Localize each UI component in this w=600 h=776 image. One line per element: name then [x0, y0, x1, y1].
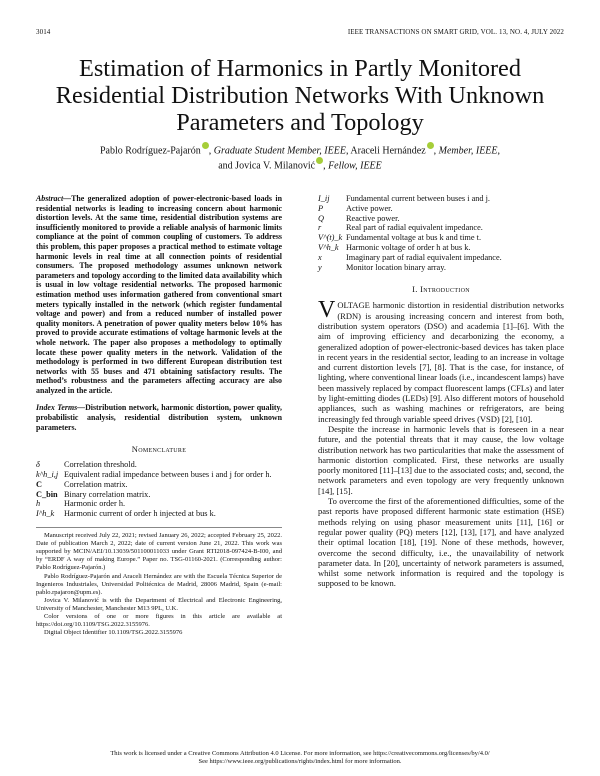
author-1-role: Graduate Student Member, IEEE	[213, 145, 346, 157]
nom-symbol: I_ij	[318, 194, 330, 203]
nom-symbol: δ	[36, 460, 40, 470]
nom-definition: Fundamental voltage at bus k and time t.	[346, 233, 482, 243]
footnote-received: Manuscript received July 22, 2021; revised January 26, 2022; accepted February 25, 2022. Date of publication March 2, 2022; date of current version June 21, 2022. This work was supported by MCIN/AEI/10.13039/501100011033 under Grant RTI2018-097424-B-I00, and by “ERDF A way of making Europe.” Paper no. TSG-01160-2021. (Corresponding author: Pablo Rodríguez-Pajarón.)	[36, 532, 282, 572]
intro-paragraph-1	[318, 297, 564, 424]
author-2-name: Araceli Hernández	[350, 145, 426, 157]
intro-paragraph-3: To overcome the first of the aforementioned difficulties, some of the past reports have proposed different harmonic state estimation (HSE) methods relying on using phasor measurement units [11], [16] or regular power quality (PQ) meters [12], [13], [17], and have analyzed their optimal location [18], [19]. None of these methods, however, overcome the second difficulty, i.e., the unavailability of network parameter data. In [20], uncertainty of network parameters is assumed, whilst some network information is required and the topology is supposed to be known.	[318, 496, 564, 589]
nomenclature-row	[36, 480, 282, 490]
author-3-role: Fellow, IEEE	[328, 160, 382, 172]
footnote	[36, 527, 282, 637]
author-2-role: Member, IEEE	[438, 145, 498, 157]
nom-symbol: y	[318, 262, 322, 272]
license-notice	[36, 750, 564, 766]
nomenclature-table-right	[318, 194, 564, 272]
abstract	[36, 194, 282, 395]
nomenclature-row	[318, 233, 564, 243]
nom-definition: Correlation threshold.	[64, 460, 137, 470]
drop-cap: V	[318, 297, 336, 324]
nomenclature-row	[318, 194, 564, 204]
page-number: 3014	[36, 28, 51, 36]
intro-paragraph-2: Despite the increase in harmonic levels that is foreseen in a near future, and the potential threats that it may cause, the low voltage distribution network has two particularities that make the assessment of harmonic distortion complicated. First, these networks are usually poorly monitored [11]–[13] due to the associated costs; and, second, the network parameters and even topology are very frequently unknown [14], [15].	[318, 423, 564, 496]
author-3-name: Jovica V. Milanović	[235, 160, 316, 172]
nomenclature-table-left	[36, 460, 282, 519]
nom-definition: Binary correlation matrix.	[64, 489, 151, 499]
nom-definition: Harmonic current of order h injected at bus k.	[64, 509, 216, 519]
introduction	[318, 297, 564, 589]
intro-p1-text: harmonic distortion in residential distribution networks (RDN) is arousing increasing concern and interest from both, distribution system operators (DSO) and academia [1]–[6]. With the aim of improving efficiency and decarbonizing the economy, a generalized adoption of power-electronic-based devices has taken place in recent years in the residential sector, leading to an increase in voltage and current distortion levels [7], [8]. That is the case, for instance, of lighting, where conventional linear loads (i.e., incandescent lamps) have been massively replaced by compact fluorescent lamps (CFLs) and later by light-emitting diodes (LEDs) [9]. Also different motors of household appliances, such as washing machines or refrigerators, are being increasingly fed through variable speed drives (VSD) [2], [10].	[318, 300, 564, 424]
nom-symbol: P	[318, 203, 324, 213]
license-line-2: See https://www.ieee.org/publications/rights/index.html for more information.	[198, 758, 402, 765]
nom-definition: Equivalent radial impedance between buses i and j for order h.	[64, 470, 272, 480]
journal-header: IEEE TRANSACTIONS ON SMART GRID, VOL. 13, NO. 4, JULY 2022	[347, 28, 564, 36]
nom-definition: Monitor location binary array.	[346, 262, 446, 272]
orcid-icon	[316, 157, 323, 164]
abstract-lead: Abstract—	[36, 194, 72, 203]
license-line-1: This work is licensed under a Creative Commons Attribution 4.0 License. For more information, see https://creativecommons.org/licenses/by/4.0/	[110, 750, 490, 757]
index-terms	[36, 403, 282, 432]
nom-definition: Active power.	[346, 203, 393, 213]
nom-definition: Harmonic voltage of order h at bus k.	[346, 242, 471, 252]
nomenclature-row	[36, 499, 282, 509]
footnote-affiliation-2: Jovica V. Milanović is with the Department of Electrical and Electronic Engineering, University of Manchester, Manchester M13 9PL, U.K.	[36, 596, 282, 612]
nom-symbol: V^(t)_k	[318, 233, 343, 243]
intro-first-word: OLTAGE	[337, 300, 370, 311]
author-1-name: Pablo Rodríguez-Pajarón	[99, 145, 201, 157]
nom-symbol: C_bin	[36, 489, 58, 499]
nomenclature-row	[36, 460, 282, 470]
nomenclature-row	[318, 223, 564, 233]
nom-definition: Imaginary part of radial equivalent impedance.	[346, 252, 502, 262]
nomenclature-row	[318, 214, 564, 224]
orcid-icon	[427, 142, 434, 149]
orcid-icon	[202, 142, 209, 149]
nom-definition: Real part of radial equivalent impedance.	[346, 223, 483, 233]
left-column	[36, 194, 282, 637]
nomenclature-row	[36, 509, 282, 519]
nomenclature-row	[36, 490, 282, 500]
nom-symbol: I^h_k	[36, 509, 55, 519]
footnote-doi: Digital Object Identifier 10.1109/TSG.2022.3155976	[44, 629, 183, 637]
nom-symbol: Q	[318, 213, 324, 223]
right-column	[318, 194, 564, 589]
author-list: Pablo Rodríguez-Pajarón , Graduate Student Member, IEEE, Araceli Hernández , Member, IEEE, and Jovica V. Milanović , Fellow, IEEE	[50, 142, 550, 173]
paper-title: Estimation of Harmonics in Partly Monitored Residential Distribution Networks With Unknown Parameters and Topology	[55, 55, 545, 136]
nomenclature-row	[318, 204, 564, 214]
nomenclature-row	[318, 253, 564, 263]
author-conjunction: and	[218, 160, 233, 172]
nom-definition: Fundamental current between buses i and j.	[346, 194, 491, 203]
nom-definition: Harmonic order h.	[64, 499, 126, 509]
nom-symbol: r	[318, 223, 322, 233]
nomenclature-title: Nomenclature	[131, 444, 187, 455]
nom-symbol: x	[318, 252, 322, 262]
nomenclature-row	[318, 243, 564, 253]
footnote-affiliation-1: Pablo Rodríguez-Pajarón and Araceli Hernández are with the Escuela Técnica Superior de Ingenieros Industriales, Universidad Politécnica de Madrid, 28006 Madrid, Spain (e-mail: pablo.rpajaron@upm.es).	[36, 572, 282, 596]
index-terms-text: Distribution network, harmonic distortion, power quality, probabilistic analysis, residential distribution system, unknown parameters.	[36, 403, 282, 432]
index-terms-lead: Index Terms—	[36, 403, 86, 413]
nom-symbol: C	[36, 479, 42, 489]
nomenclature-row	[36, 470, 282, 480]
abstract-text: The generalized adoption of power-electronic-based loads in residential networks is leading to increasing concern about harmonic distortion levels. At the same time, residential distribution systems are insufficiently monitored to provide a reliable analysis of harmonic limits compliance at the point of common coupling of customers. To address this problem, this paper proposes a practical method to estimate voltage harmonic levels in real time at all connection points of residential consumers. The proposed methodology assumes unknown network parameters and topology according to the limited data availability which is usual in low voltage residential networks. The proposed harmonic estimation method uses information gathered from conventional smart meters typically installed in the network (which register fundamental voltage and power) and from a reduced number of installed power quality monitors. A penetration of power quality meters below 10% has proved to provide accurate estimations of voltage harmonic levels at the whole network. The paper also proposes a methodology to optimally locate these power quality meters in the network. Validation of the methodology is performed in two different European distribution test networks with 55 buses and 471 obtaining satisfactory results. The method’s robustness and the parameters affecting accuracy are also analyzed in the article.	[36, 194, 282, 395]
nomenclature-row	[318, 263, 564, 273]
footnote-color: Color versions of one or more figures in this article are available at https://doi.org/10.1109/TSG.2022.3155976.	[36, 612, 282, 629]
nom-symbol: k^h_i,j	[36, 470, 59, 480]
nom-symbol: V^h_k	[318, 242, 339, 252]
nom-symbol: h	[36, 499, 41, 509]
nom-definition: Reactive power.	[346, 213, 400, 223]
intro-title: I. Introduction	[412, 284, 470, 295]
nom-definition: Correlation matrix.	[64, 479, 128, 489]
